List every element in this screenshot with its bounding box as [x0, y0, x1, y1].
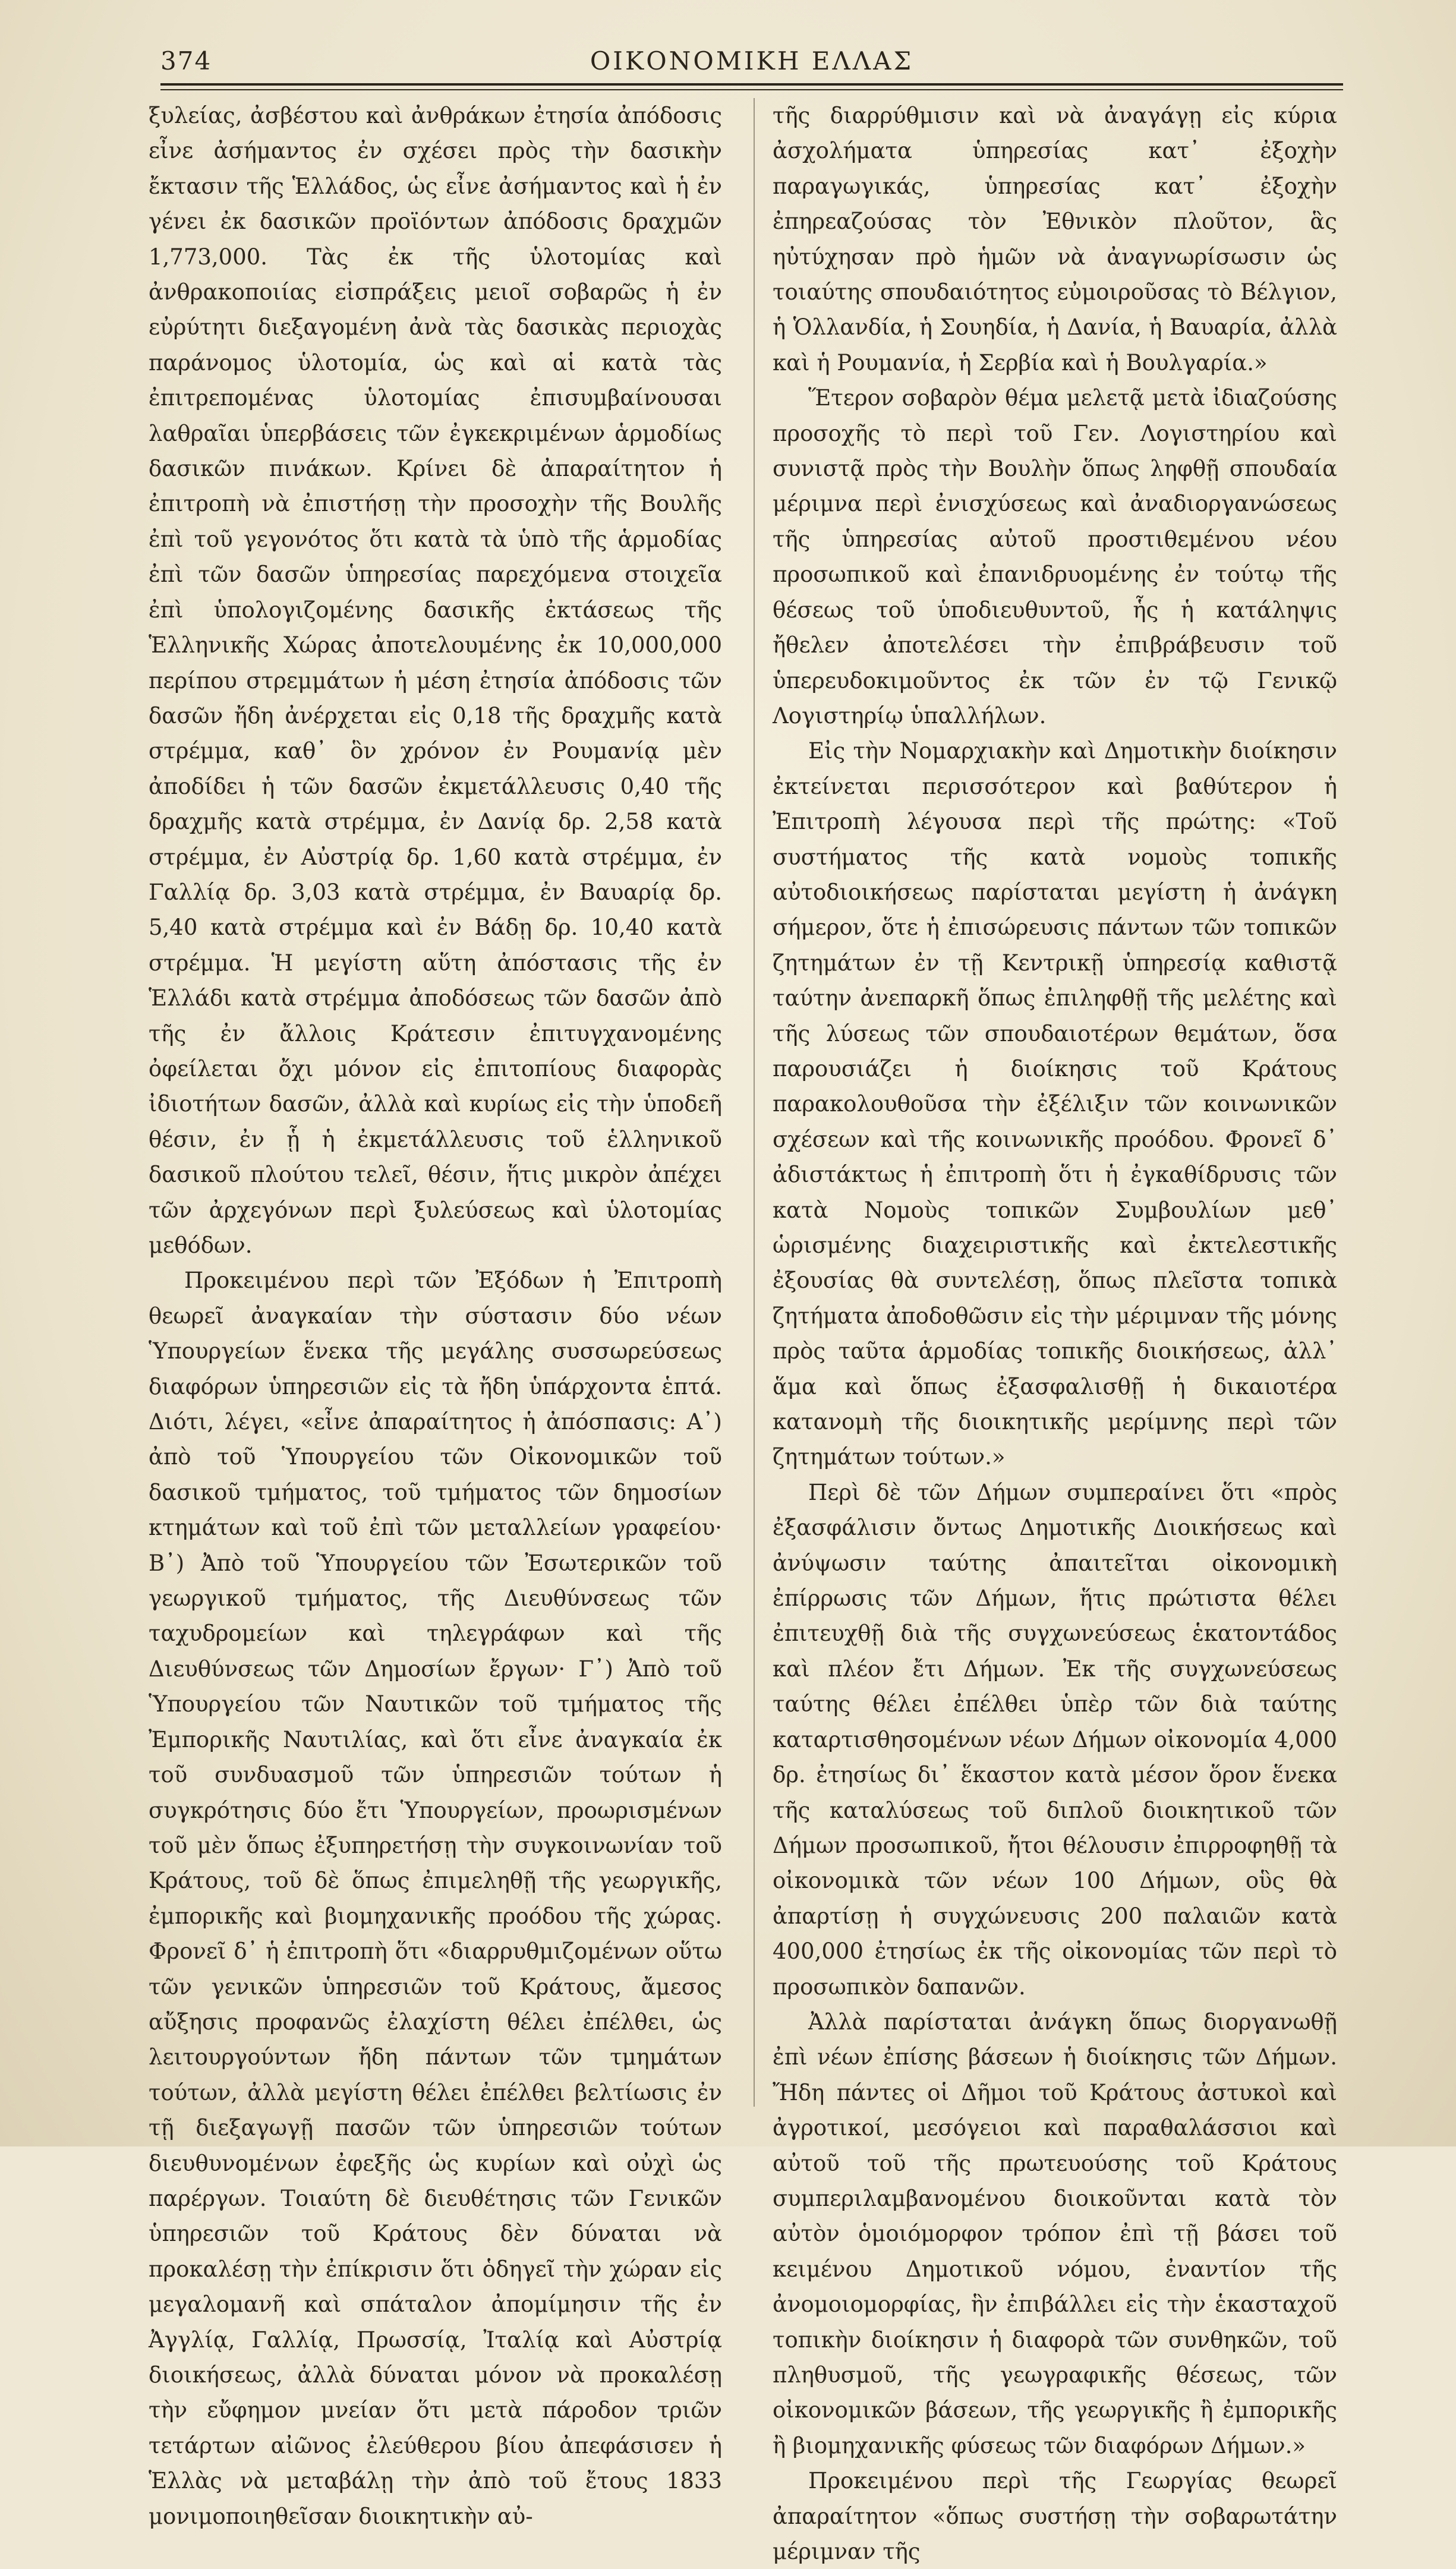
paragraph: Ἀλλὰ παρίσταται ἀνάγκη ὅπως διοργανωθῇ ἐπὶ νέων ἐπίσης βάσεων ἡ διοίκησις τῶν Δήμων. Ἤδη πάντες οἱ Δῆμοι τοῦ Κράτους ἀστυκοὶ καὶ ἀγροτικοί, μεσόγειοι καὶ παραθαλάσσιοι καὶ αὐτοῦ τοῦ τῆς πρωτευούσης τοῦ Κράτους συμπεριλαμβανομένου διοικοῦνται κατὰ τὸν αὐτὸν ὁμοιόμορφον τρόπον ἐπὶ τῇ βάσει τοῦ κειμένου Δημοτικοῦ νόμου, ἐναντίον τῆς ἀνομοιομορφίας, ἣν ἐπιβάλλει εἰς τὴν ἑκασταχοῦ τοπικὴν διοίκησιν ἡ διαφορὰ τῶν συνθηκῶν, τοῦ πληθυσμοῦ, τῆς γεωγραφικῆς θέσεως, τῶν οἰκονομικῶν βάσεων, τῆς γεωργικῆς ἢ ἐμπορικῆς ἢ βιομηχανικῆς φύσεως τῶν διαφόρων Δήμων.»: [773, 2009, 1337, 2458]
paragraph: Εἰς τὴν Νομαρχιακὴν καὶ Δημοτικὴν διοίκησιν ἐκτείνεται περισσότερον καὶ βαθύτερον ἡ Ἐπιτροπὴ λέγουσα περὶ τῆς πρώτης: «Τοῦ συστήματος τῆς κατὰ νομοὺς τοπικῆς αὐτοδιοικήσεως παρίσταται μεγίστη ἡ ἀνάγκη σήμερον, ὅτε ἡ ἐπισώρευσις πάντων τῶν τοπικῶν ζητημάτων ἐν τῇ Κεντρικῇ ὑπηρεσίᾳ καθιστᾷ ταύτην ἀνεπαρκῆ ὅπως ἐπιληφθῇ τῆς μελέτης καὶ τῆς λύσεως τῶν σπουδαιοτέρων θεμάτων, ὅσα παρουσιάζει ἡ διοίκησις τοῦ Κράτους παρακολουθοῦσα τὴν ἐξέλιξιν τῶν κοινωνικῶν σχέσεων καὶ τῆς κοινωνικῆς προόδου. Φρονεῖ δ᾽ ἀδιστάκτως ἡ ἐπιτροπὴ ὅτι ἡ ἐγκαθίδρυσις τῶν κατὰ Νομοὺς τοπικῶν Συμβουλίων μεθ᾽ ὡρισμένης διαχειριστικῆς καὶ ἐκτελεστικῆς ἐξουσίας θὰ συντελέσῃ, ὅπως πλεῖστα τοπικὰ ζητήματα ἀποδοθῶσιν εἰς τὴν μέριμναν τῆς μόνης πρὸς ταῦτα ἁρμοδίας τοπικῆς διοικήσεως, ἀλλ᾽ ἅμα καὶ ὅπως ἐξασφαλισθῇ ἡ δικαιοτέρα κατανομὴ τῆς διοικητικῆς μερίμνης περὶ τῶν ζητημάτων τούτων.»: [773, 738, 1337, 1470]
running-head: ΟΙΚΟΝΟΜΙΚΗ ΕΛΛΑΣ: [590, 46, 914, 75]
left-column: [149, 98, 722, 2529]
header-rule-thin: [160, 89, 1343, 90]
paragraph: Προκειμένου περὶ τῶν Ἐξόδων ἡ Ἐπιτροπὴ θεωρεῖ ἀναγκαίαν τὴν σύστασιν δύο νέων Ὑπουργείων ἕνεκα τῆς μεγάλης συσσωρεύσεως διαφόρων ὑπηρεσιῶν εἰς τὰ ἤδη ὑπάρχοντα ἑπτά. Διότι, λέγει, «εἶνε ἀπαραίτητος ἡ ἀπόσπασις: Α᾽) ἀπὸ τοῦ Ὑπουργείου τῶν Οἰκονομικῶν τοῦ δασικοῦ τμήματος, τοῦ τμήματος τῶν δημοσίων κτημάτων καὶ τοῦ ἐπὶ τῶν μεταλλείων γραφείου· Β᾽) Ἀπὸ τοῦ Ὑπουργείου τῶν Ἐσωτερικῶν τοῦ γεωργικοῦ τμήματος, τῆς Διευθύνσεως τῶν ταχυδρομείων καὶ τηλεγράφων καὶ τῆς Διευθύνσεως τῶν Δημοσίων ἔργων· Γ᾽) Ἀπὸ τοῦ Ὑπουργείου τῶν Ναυτικῶν τοῦ τμήματος τῆς Ἐμπορικῆς Ναυτιλίας, καὶ ὅτι εἶνε ἀναγκαία ἐκ τοῦ συνδυασμοῦ τῶν ὑπηρεσιῶν τούτων ἡ συγκρότησις δύο ἔτι Ὑπουργείων, προωρισμένων τοῦ μὲν ὅπως ἐξυπηρετήσῃ τὴν συγκοινωνίαν τοῦ Κράτους, τοῦ δὲ ὅπως ἐπιμεληθῇ τῆς γεωργικῆς, ἐμπορικῆς καὶ βιομηχανικῆς προόδου τῆς χώρας. Φρονεῖ δ᾽ ἡ ἐπιτροπὴ ὅτι «διαρρυθμιζομένων οὕτω τῶν γενικῶν ὑπηρεσιῶν τοῦ Κράτους, ἄμεσος αὔξησις προφανῶς ἐλαχίστη θέλει ἐπέλθει, ὡς λειτουργούντων ἤδη πάντων τῶν τμημάτων τούτων, ἀλλὰ μεγίστη θέλει ἐπέλθει βελτίωσις ἐν τῇ διεξαγωγῇ πασῶν τῶν ὑπηρεσιῶν τούτων διευθυνομένων ἐφεξῆς ὡς κυρίων καὶ οὐχὶ ὡς παρέργων. Τοιαύτη δὲ διευθέτησις τῶν Γενικῶν ὑπηρεσιῶν τοῦ Κράτους δὲν δύναται νὰ προκαλέσῃ τὴν ἐπίκρισιν ὅτι ὁδηγεῖ τὴν χώραν εἰς μεγαλομανῆ καὶ σπάταλον ἀπομίμησιν τῆς ἐν Ἀγγλίᾳ, Γαλλίᾳ, Πρωσσίᾳ, Ἰταλίᾳ καὶ Αὐστρίᾳ διοικήσεως, ἀλλὰ δύναται μόνον νὰ προκαλέσῃ τὴν εὔφημον μνείαν ὅτι μετὰ πάροδον τριῶν τετάρτων αἰῶνος ἐλεύθερου βίου ἀπεφάσισεν ἡ Ἑλλὰς νὰ μεταβάλῃ τὴν ἀπὸ τοῦ ἔτους 1833 μονιμοποιηθεῖσαν διοικητικὴν αὐ-: [149, 1268, 722, 2529]
paragraph: Προκειμένου περὶ τῆς Γεωργίας θεωρεῖ ἀπαραίτητον «ὅπως συστήσῃ τὴν σοβαρωτάτην μέριμναν τῆς: [773, 2468, 1337, 2565]
header-rule-thick: [160, 83, 1343, 86]
right-column: [773, 98, 1337, 2565]
page-number: 374: [160, 46, 212, 75]
paragraph: τῆς διαρρύθμισιν καὶ νὰ ἀναγάγῃ εἰς κύρια ἀσχολήματα ὑπηρεσίας κατ᾽ ἐξοχὴν παραγωγικάς, ὑπηρεσίας κατ᾽ ἐξοχὴν ἐπηρεαζούσας τὸν Ἐθνικὸν πλοῦτον, ἃς ηὐτύχησαν πρὸ ἡμῶν νὰ ἀναγνωρίσωσιν ὡς τοιαύτης σπουδαιότητος εὐμοιροῦσας τὸ Βέλγιον, ἡ Ὁλλανδία, ἡ Σουηδία, ἡ Δανία, ἡ Βαυαρία, ἀλλὰ καὶ ἡ Ρουμανία, ἡ Σερβία καὶ ἡ Βουλγαρία.»: [773, 103, 1337, 376]
paragraph: Περὶ δὲ τῶν Δήμων συμπεραίνει ὅτι «πρὸς ἐξασφάλισιν ὄντως Δημοτικῆς Διοικήσεως καὶ ἀνύψωσιν ταύτης ἀπαιτεῖται οἰκονομικὴ ἐπίρρωσις τῶν Δήμων, ἥτις πρώτιστα θέλει ἐπιτευχθῇ διὰ τῆς συγχωνεύσεως ἑκατοντάδος καὶ πλέον ἔτι Δήμων. Ἐκ τῆς συγχωνεύσεως ταύτης θέλει ἐπέλθει ὑπὲρ τῶν διὰ ταύτης καταρτισθησομένων νέων Δήμων οἰκονομία 4,000 δρ. ἐτησίως δι᾽ ἕκαστον κατὰ μέσον ὅρον ἕνεκα τῆς καταλύσεως τοῦ διπλοῦ διοικητικοῦ τῶν Δήμων προσωπικοῦ, ἤτοι θέλουσιν ἐπιρροφηθῇ τὰ οἰκονομικὰ τῶν νέων 100 Δήμων, οὓς θὰ ἀπαρτίσῃ ἡ συγχώνευσις 200 παλαιῶν κατὰ 400,000 ἐτησίως ἐκ τῆς οἰκονομίας τῶν περὶ τὸ προσωπικὸν δαπανῶν.: [773, 1479, 1337, 2000]
paragraph: ξυλείας, ἀσβέστου καὶ ἀνθράκων ἐτησία ἀπόδοσις εἶνε ἀσήμαντος ἐν σχέσει πρὸς τὴν δασικὴν ἔκτασιν τῆς Ἑλλάδος, ὡς εἶνε ἀσήμαντος καὶ ἡ ἐν γένει ἐκ δασικῶν προϊόντων ἀπόδοσις δραχμῶν 1,773,000. Τὰς ἐκ τῆς ὑλοτομίας καὶ ἀνθρακοποιίας εἰσπράξεις μειοῖ σοβαρῶς ἡ ἐν εὐρύτητι διεξαγομένη ἀνὰ τὰς δασικὰς περιοχὰς παράνομος ὑλοτομία, ὡς καὶ αἱ κατὰ τὰς ἐπιτρεπομένας ὑλοτομίας ἐπισυμβαίνουσαι λαθραῖαι ὑπερβάσεις τῶν ἐγκεκριμένων ἁρμοδίως δασικῶν πινάκων. Κρίνει δὲ ἀπαραίτητον ἡ ἐπιτροπὴ νὰ ἐπιστήσῃ τὴν προσοχὴν τῆς Βουλῆς ἐπὶ τοῦ γεγονότος ὅτι κατὰ τὰ ὑπὸ τῆς ἁρμοδίας ἐπὶ τῶν δασῶν ὑπηρεσίας παρεχόμενα στοιχεῖα ἐπὶ ὑπολογιζομένης δασικῆς ἐκτάσεως τῆς Ἑλληνικῆς Χώρας ἀποτελουμένης ἐκ 10,000,000 περίπου στρεμμάτων ἡ μέση ἐτησία ἀπόδοσις τῶν δασῶν ἤδη ἀνέρχεται εἰς 0,18 τῆς δραχμῆς κατὰ στρέμμα, καθ᾽ ὃν χρόνον ἐν Ρουμανίᾳ μὲν ἀποδίδει ἡ τῶν δασῶν ἐκμετάλλευσις 0,40 τῆς δραχμῆς κατὰ στρέμμα, ἐν Δανίᾳ δρ. 2,58 κατὰ στρέμμα, ἐν Αὐστρίᾳ δρ. 1,60 κατὰ στρέμμα, ἐν Γαλλίᾳ δρ. 3,03 κατὰ στρέμμα, ἐν Βαυαρίᾳ δρ. 5,40 κατὰ στρέμμα καὶ ἐν Βάδῃ δρ. 10,40 κατὰ στρέμμα. Ἡ μεγίστη αὕτη ἀπόστασις τῆς ἐν Ἑλλάδι κατὰ στρέμμα ἀποδόσεως τῶν δασῶν ἀπὸ τῆς ἐν ἄλλοις Κράτεσιν ἐπιτυγχανομένης ὀφείλεται ὄχι μόνον εἰς ἐπιτοπίους διαφορὰς ἰδιοτήτων δασῶν, ἀλλὰ καὶ κυρίως εἰς τὴν ὑποδεῆ θέσιν, ἐν ᾗ ἡ ἐκμετάλλευσις τοῦ ἑλληνικοῦ δασικοῦ πλούτου τελεῖ, θέσιν, ἥτις μικρὸν ἀπέχει τῶν ἀρχεγόνων περὶ ξυλεύσεως καὶ ὑλοτομίας μεθόδων.: [149, 103, 722, 1258]
paragraph: Ἕτερον σοβαρὸν θέμα μελετᾷ μετὰ ἰδιαζούσης προσοχῆς τὸ περὶ τοῦ Γεν. Λογιστηρίου καὶ συνιστᾷ πρὸς τὴν Βουλὴν ὅπως ληφθῇ σπουδαία μέριμνα περὶ ἐνισχύσεως καὶ ἀναδιοργανώσεως τῆς ὑπηρεσίας αὐτοῦ προστιθεμένου νέου προσωπικοῦ καὶ ἐπανιδρυομένης ἐν τούτῳ τῆς θέσεως τοῦ ὑποδιευθυντοῦ, ἧς ἡ κατάληψις ἤθελεν ἀποτελέσει τὴν ἐπιβράβευσιν τοῦ ὑπερευδοκιμοῦντος ἐκ τῶν ἐν τῷ Γενικῷ Λογιστηρίῳ ὑπαλλήλων.: [773, 385, 1337, 729]
page-header: [160, 42, 1343, 83]
column-divider: [754, 98, 755, 2107]
